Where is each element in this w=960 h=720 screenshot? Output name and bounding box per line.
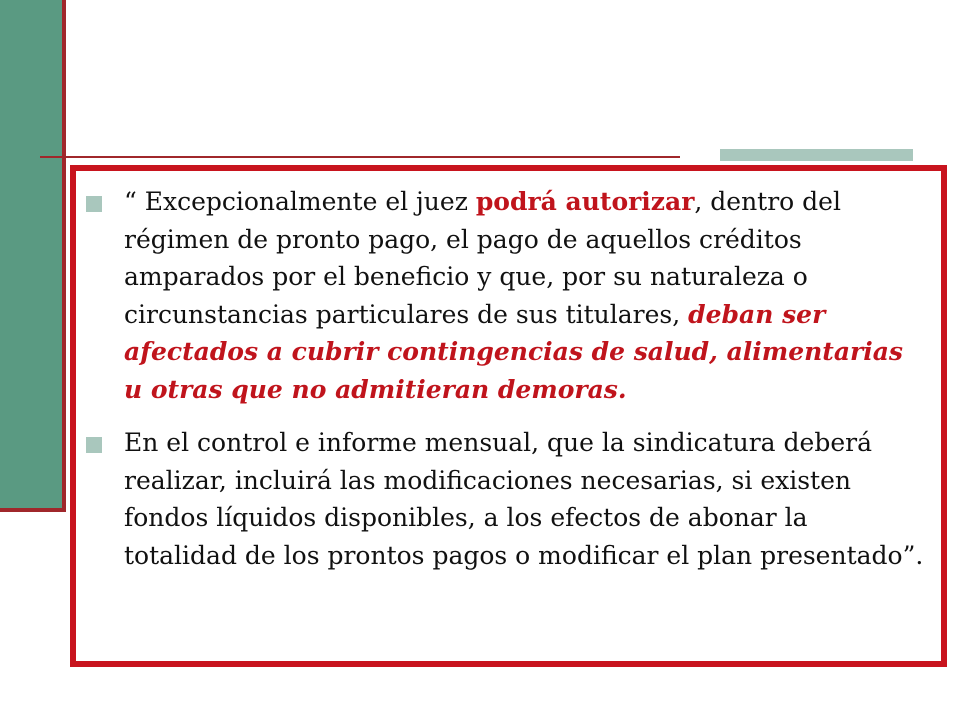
bullet-item-2 bbox=[86, 424, 926, 574]
bullet-square-icon bbox=[86, 437, 102, 453]
left-bar-edge bbox=[62, 0, 66, 512]
title-divider-line bbox=[40, 156, 680, 158]
bullet-square-icon bbox=[86, 196, 102, 212]
bullet-1-text-b: , dentro del régimen de pronto pago, el pago de aquellos créditos amparados por el beneficio y que, por su naturaleza o circunstancias particulares de sus titulares, bbox=[124, 187, 841, 329]
bullet-1-text-a: Excepcionalmente el juez bbox=[136, 187, 476, 216]
bullet-2-text: En el control e informe mensual, que la sindicatura deberá realizar, incluirá las modificaciones necesarias, si existen fondos líquidos disponibles, a los efectos de abonar la totalidad de los prontos pagos o modificar el plan presentado”. bbox=[124, 428, 924, 570]
bullet-1-open-quote: “ bbox=[124, 187, 137, 216]
bullet-item-1 bbox=[86, 183, 926, 408]
bullet-list bbox=[86, 183, 926, 590]
accent-block bbox=[720, 149, 913, 161]
left-decorative-bar bbox=[0, 0, 62, 510]
bullet-1-highlight-bold: podrá autorizar bbox=[475, 187, 695, 216]
content-box bbox=[70, 165, 947, 667]
bullet-1-highlight-italic: deban ser afectados a cubrir contingencias de salud, alimentarias u otras que no admitieran demoras. bbox=[124, 299, 903, 404]
left-bar-shadow bbox=[0, 508, 66, 512]
